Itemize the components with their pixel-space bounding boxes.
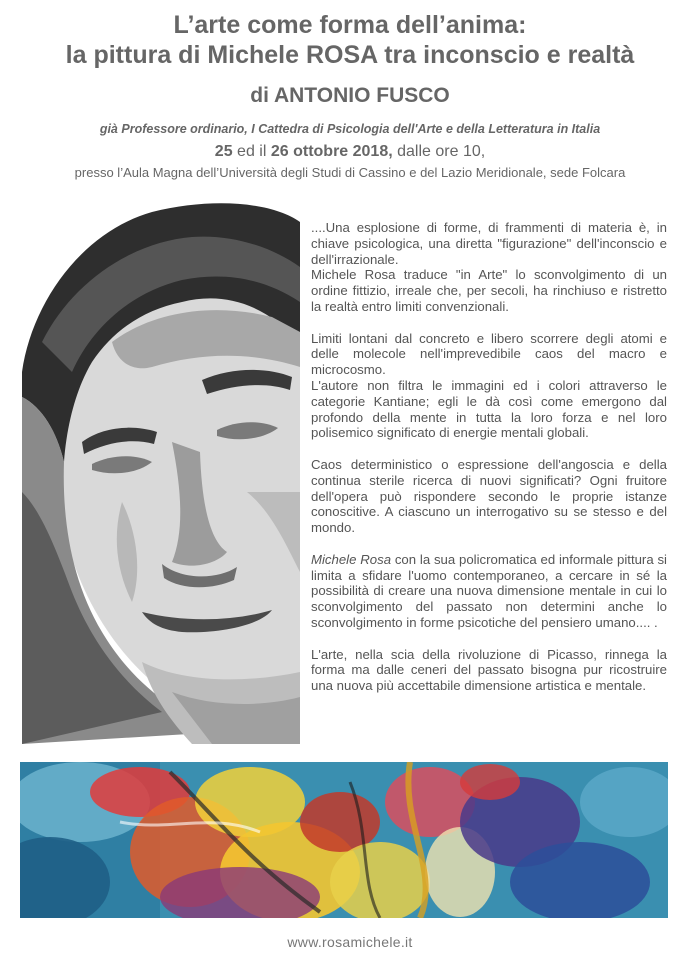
portrait-image [22, 192, 300, 744]
date-time: dalle ore 10, [392, 143, 486, 160]
body-text [311, 220, 667, 710]
paragraph-5: L'arte, nella scia della rivoluzione di Picasso, rinnega la forma ma dalle ceneri del passato bisogna pur ricostruire una nuova più accettabile dimensione artistica e mentale. [311, 646, 667, 694]
title-line-1: L’arte come forma dell’anima: [173, 11, 527, 39]
date-day2: 26 ottobre 2018, [270, 143, 393, 160]
artist-name: Michele Rosa [311, 551, 392, 567]
paragraph-3: Caos deterministico o espressione dell'angoscia e della continua sterile ricerca di nuovi significati? Ogni fruitore dell'opera può rispondere secondo le proprie istanze conoscitive. A ciascuno un interrogativo su se stesso e del mondo. [311, 456, 667, 536]
date-day1: 25 [214, 143, 233, 160]
title-line-2: la pittura di Michele ROSA tra inconscio e realtà [65, 41, 635, 69]
paragraph-4 [311, 552, 667, 631]
paragraph-2a: Limiti lontani dal concreto e libero scorrere degli atomi e delle molecole nell'imprevedibile caos del macro e microcosmo. [311, 330, 667, 378]
paragraph-1b: Michele Rosa traduce "in Arte" lo sconvolgimento di un ordine fittizio, irreale che, per secoli, ha rinchiuso e ristretto la realtà entro limiti convenzionali. [311, 267, 667, 314]
painting-banner [20, 762, 668, 918]
event-venue: presso l’Aula Magna dell’Università degli Studi di Cassino e del Lazio Meridionale, sede Folcara [74, 165, 626, 180]
paragraph-1 [311, 220, 667, 315]
paragraph-4-text: con la sua policromatica ed informale pittura si limita a sfidare l'uomo contemporaneo, a cercare in sé la possibilità di creare una nuova dimensione mentale in cui lo sconvolgimento del passato non determini anche lo sconvolgimento in forme psicotiche del pensiero umano.... . [311, 551, 667, 630]
event-date [0, 143, 700, 161]
paragraph-1a: ....Una esplosione di forme, di frammenti di materia è, in chiave psicologica, una diretta "figurazione" dell'inconscio e dell'irrazionale. [311, 220, 667, 267]
paragraph-2b: L'autore non filtra le immagini ed i colori attraverso le categorie Kantiane; egli le dà così come emergono dal profondo della mente in tutta la loro forza e nel loro polisemico significato di energie mentali globali. [311, 377, 667, 441]
paragraph-2 [311, 331, 667, 442]
author-role: già Professore ordinario, I Cattedra di Psicologia dell'Arte e della Letteratura in Italia [99, 122, 601, 136]
date-mid: ed il [232, 143, 271, 160]
website-link[interactable]: www.rosamichele.it [287, 934, 413, 950]
author-name: di ANTONIO FUSCO [250, 84, 450, 107]
